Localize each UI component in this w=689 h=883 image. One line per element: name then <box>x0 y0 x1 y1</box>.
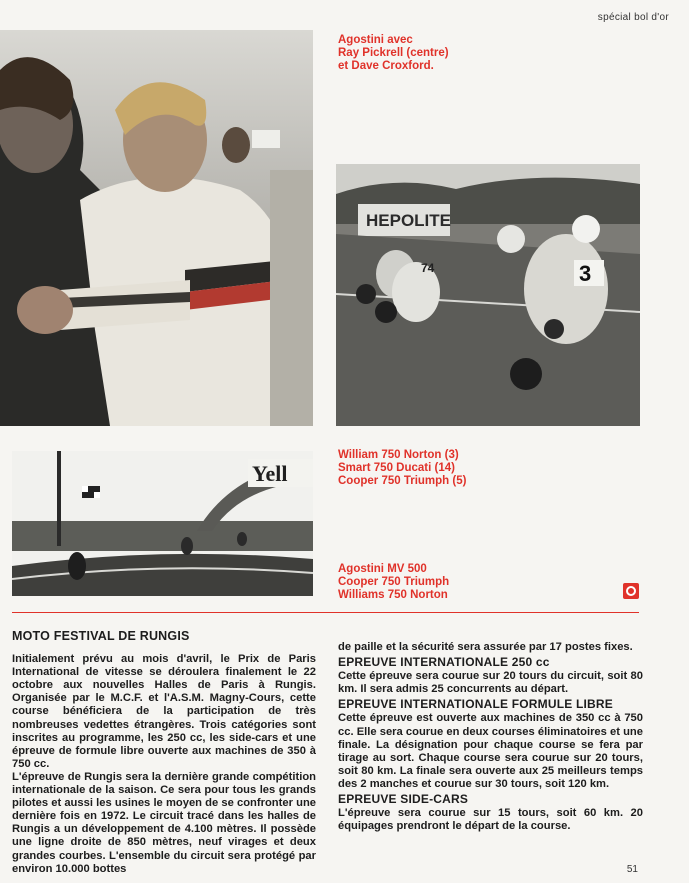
publisher-logo-icon <box>623 583 639 599</box>
article-paragraph-circuit: L'épreuve de Rungis sera la dernière grande compétition internationale de la saison. Ce sera pour tous les grands pilotes et aussi les usines le moyen de se confronter une dernière fois en 1972. Le circuit tracé dans les halles de Rungis a un développement de 4.100 mètres. Il possède une ligne droite de 850 mètres, neuf virages et deux grandes courbes. L'ensemble du circuit sera protégé par environ 10.000 bottes <box>12 770 316 875</box>
caption-agostini-mv: Agostini MV 500 Cooper 750 Triumph Williams 750 Norton <box>338 563 450 601</box>
section-text-formule-libre: Cette épreuve est ouverte aux machines de 350 cc à 750 cc. Elle sera courue en deux courses éliminatoires et une finale. La désignation pour chaque course se fera par tirage au sort. Chaque course sera courue sur 20 tours, soit 80 km. La finale sera ouverte aux 25 meilleurs temps des 2 manches et courue sur 30 tours, soit 120 km. <box>338 712 643 790</box>
page-number: 51 <box>626 864 638 875</box>
section-text-250cc: Cette épreuve sera courue sur 20 tours du circuit, soit 80 km. Il sera admis 25 concurrents au départ. <box>338 670 643 696</box>
article-paragraph-intro: Initialement prévu au mois d'avril, le Prix de Paris International de vitesse se déroulera finalement le 22 octobre aux nouvelles Halles de Paris à Rungis. Organisée par le M.C.F. et l'A.S.M. Magny-Cours, cette course bénéficiera de la participation de très nombreuses vedettes étrangères. Trois catégories sont inscrites au programme, les 250 cc, les side-cars et une épreuve de formule libre ouverte aux machines de 350 à 750 cc. <box>12 653 316 770</box>
section-text-side-cars: L'épreuve sera courue sur 15 tours, soit 60 km. 20 équipages prendront le départ de la course. <box>338 807 643 833</box>
photo-track-start <box>12 451 313 596</box>
race-banner-text: HEPOLITE <box>366 211 452 230</box>
article-headline: MOTO FESTIVAL DE RUNGIS <box>12 629 190 643</box>
race-number-3: 3 <box>579 261 592 286</box>
section-title-formule-libre: EPREUVE INTERNATIONALE FORMULE LIBRE <box>338 697 613 712</box>
caption-agostini: Agostini avec Ray Pickrell (centre) et Dave Croxford. <box>338 34 449 72</box>
race-photo-image <box>336 164 640 426</box>
caption-race-riders: William 750 Norton (3) Smart 750 Ducati (14) Cooper 750 Triumph (5) <box>338 449 467 487</box>
photo-race-corner <box>336 164 640 426</box>
section-title-250cc: EPREUVE INTERNATIONALE 250 cc <box>338 655 550 670</box>
article-column-left <box>12 630 316 876</box>
section-header: spécial bol d'or <box>597 12 669 23</box>
section-title-side-cars: EPREUVE SIDE-CARS <box>338 792 469 807</box>
article-paragraph-continued: de paille et la sécurité sera assurée par 17 postes fixes. <box>338 641 633 653</box>
race-number-74: 74 <box>421 261 435 275</box>
track-sign-text: Yell <box>252 461 288 486</box>
photo-agostini-portrait <box>0 30 313 426</box>
section-divider <box>12 612 639 613</box>
article-column-right <box>338 641 643 833</box>
track-photo-image <box>12 451 313 596</box>
portrait-photo-image <box>0 30 313 426</box>
